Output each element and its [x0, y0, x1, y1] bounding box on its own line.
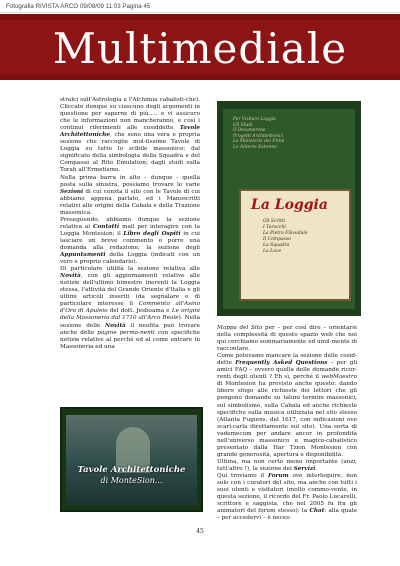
tavole-scene	[66, 415, 197, 505]
loggia-list-item: La Squadra	[263, 243, 290, 248]
page-number: 45	[196, 528, 204, 535]
webmaestro-term: webMaestro	[321, 374, 357, 381]
right-paragraph-1: Mappa del Sito per – per così dire – orientarsi nella complessità di questo spazio web che noi qui cerchiamo sommariamente ed umil-mente di raccontare.	[217, 325, 357, 353]
left-paragraph-2: Nella prima barra in alto – dunque - quella posta sulla sinistra, possiamo trovare le varie Sezioni di cui consta il sito con le Tavole di cui abbiamo appena parlato, ed i Manoscritti relativi alle origini della Cabala e della Trazione massonica.	[60, 174, 200, 216]
left-column-text	[60, 97, 200, 351]
left-paragraph-1: stralci sull'Astrologia e l'Alchimia cabalisti-che). Cliccate dunque su ciascuno degli argomenti in questione per saperne di più..... e vi assicuro che le informazioni non mancheranno, e così i continui riferimenti alle cosiddette Tavole Architettoniche, che sono una vera e propria sezione che raccoglie mol-tissime Tavole di Loggia su tutto lo scibile massonico: dal significato della simbologia della Squadra e del Compasso al Rito Emulation; dagli studi sulla Torah all'Ermetismo.	[60, 97, 200, 174]
loggia-list-item: La Luce	[263, 249, 282, 254]
pagine-permanenti-term: pagine perma-nenti	[97, 329, 155, 336]
libro-ospiti-term: Libro degli Ospiti	[123, 230, 181, 237]
loggia-list-item: Il Compasso	[263, 237, 291, 242]
tavole-architettoniche-screenshot	[60, 407, 203, 512]
tavole-caption-line-1: Tavole Architettoniche	[77, 465, 186, 475]
loggia-menu-item: Per Visitare Loggia	[233, 117, 276, 122]
servizi-term: Servizi	[293, 465, 316, 472]
novita-term: Novità	[60, 273, 81, 280]
asino-doro-reference: Commento all'Asino d'Oro di Apuleio	[60, 301, 201, 315]
tavole-architettoniche-term: Tavole Architettoniche	[60, 125, 200, 139]
loggia-menu-item: Gli Studi	[233, 122, 253, 128]
title-banner	[0, 14, 400, 80]
sezioni-term: Sezioni	[60, 188, 84, 195]
loggia-menu	[233, 117, 303, 151]
loggia-screenshot-background	[223, 109, 355, 309]
loggia-list-item: Gli Scritti	[263, 219, 286, 224]
loggia-menu-item: Il Decamerone	[233, 128, 266, 134]
novita-term-2: Novità	[105, 322, 126, 329]
header-bar-text: Fotografia RIVISTA ARCO 09/08/09 11:03 Pagina 45	[6, 3, 151, 10]
loggia-scroll-panel	[239, 189, 351, 301]
origini-massoneria-reference: Le origini della Massoneria dal 1710 all'Arco Reale	[60, 308, 201, 322]
appuntamenti-term: Appuntamenti	[60, 252, 106, 259]
chat-term: Chat	[309, 508, 325, 515]
left-paragraph-4: Di particolare utilità la sezione relativa alle Novità, con gli aggiornamenti relative alle notizie dell'ultimo bimestre inerenti la Loggia stessa, l'attività del Grande Oriente d'Italia e gli ultimi articoli inseriti (da segnalare e di particolare interesse il Commento all'Asino d'Oro di Apuleio del dott. Jesboama e Le origini della Massoneria dal 1710 all'Arco Reale). Nella sezione delle Novità il neofita può trovare anche delle pagine perma-nenti con specifiche notizie relative al perché ed al come entrare in Massoneria ed una	[60, 266, 201, 350]
loggia-list-item: I Tarocchi	[263, 225, 286, 230]
right-column-text	[217, 325, 357, 522]
loggia-list-item: La Pietra Filosofale	[263, 231, 308, 236]
loggia-menu-item: Progetti Architettonici	[233, 133, 284, 139]
left-paragraph-3: Proseguendo, abbiamo dunque la sezione relativa ai Contatti mail per interagire con la Loggia Montesion; il Libro degli Ospiti in cui lasciare un breve commento o porre una domanda alla redazione; la sezione degli Appuntamenti della Loggia (indicati con un vero e proprio calendario).	[60, 216, 201, 266]
right-paragraph-2: Come potevamo mancare la sezione delle cosid-dette Frequently Asked Questions – per gli amici FAQ – ovvero quella delle domande ricor-renti degli utenti ? Eh sì, perché il webMaestro di Montesion ha previsto anche questo: dando libero sfogo alle richieste dei lettori che gli pongono domande su taluni termini massonici, sul simbolismo, sulla Cabala ed anche richieste specifiche sulla musica utilizzata nel sito stesso (Atlanta Fugiens, del 1617, con indicazioni ove scari-carla direttamente sul sito). Una sorta di vademecum per andare ancor in profondità nell'universo massonico e magico-cabalistico presentato dalla Har Tzion Montesion con grande generosità, apertura e disponibilità.	[217, 353, 358, 458]
loggia-scroll-list	[263, 219, 343, 255]
loggia-scroll-title: La Loggia	[251, 197, 328, 213]
loggia-website-screenshot	[217, 101, 361, 316]
right-paragraph-3: Ultima, ma non certo meno importante (anzi, tutt'altro !), la sezione dei Servizi.	[217, 458, 357, 472]
contatti-term: Contatti	[92, 223, 120, 230]
document-header-bar	[0, 0, 400, 13]
faq-term: Frequently Asked Questions	[235, 360, 328, 367]
forum-term: Forum	[267, 472, 289, 479]
mappa-sito-term: Mappa del Sito	[217, 325, 263, 331]
right-paragraph-4: Qui troviamo il Forum ove interloquire, non solo con i curatori del sito, ma anche con tutti i suoi utenti e visitatori (molto commo-vente, in questa sezione, il ricordo del Fr. Paolo Lucarelli, scrittore e saggista, che nel 2005 fu fra gli animatori del forum stesso): la Chat: alla quale – per accedervi – è neces-	[217, 472, 358, 522]
loggia-menu-item: Le Ministerie dei Primi	[233, 139, 285, 145]
page-title: Multimediale	[52, 24, 348, 73]
tavole-caption-line-2: di MonteSion...	[100, 476, 163, 485]
loggia-menu-item: Le Altierte Estreme	[233, 144, 277, 150]
